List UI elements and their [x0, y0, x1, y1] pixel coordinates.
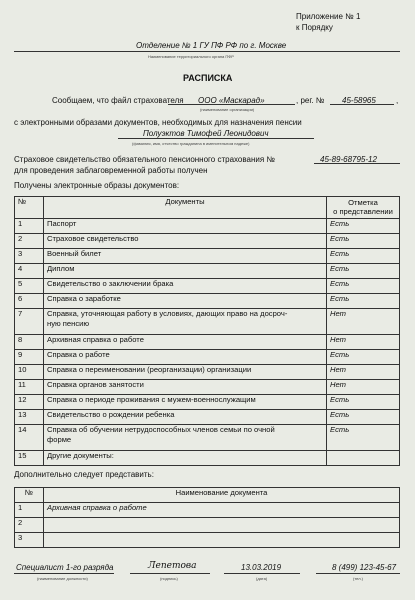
row-doc-line2: форме: [47, 435, 72, 444]
person-name: Полуэктов Тимофей Леонидович: [143, 129, 269, 138]
row-doc: Паспорт: [44, 219, 327, 234]
table-row: [15, 234, 400, 249]
received-label: Получены электронные образы документов:: [14, 181, 180, 190]
row-num: 2: [15, 234, 44, 249]
row-doc-line1: Справка об обучении нетрудоспособных членов семьи по очной: [47, 425, 275, 434]
table-row: [15, 518, 400, 533]
header-documents: Документы: [44, 197, 327, 219]
reg-label: , рег. №: [296, 96, 325, 105]
row-mark: Есть: [327, 279, 400, 294]
row-num: 8: [15, 335, 44, 350]
row-mark: Есть: [327, 234, 400, 249]
row-doc: Справка органов занятости: [44, 380, 327, 395]
row-mark: Нет: [327, 380, 400, 395]
table-row: [15, 309, 400, 335]
position-caption: (наименование должности): [37, 576, 88, 581]
row-doc: Архивная справка о работе: [44, 335, 327, 350]
row-doc-line2: ную пенсию: [47, 319, 90, 328]
row-mark: Есть: [327, 350, 400, 365]
row-num: 9: [15, 350, 44, 365]
date-caption: (дата): [256, 576, 268, 581]
intro-prefix: Сообщаем, что файл страхователя: [52, 96, 184, 105]
header-num: №: [15, 197, 44, 219]
table-row: [15, 395, 400, 410]
appendix-line1: Приложение № 1: [296, 12, 361, 21]
row-doc: Справка о периоде проживания с мужем-военнослужащим: [44, 395, 327, 410]
table-row: [15, 264, 400, 279]
row-doc: Страховое свидетельство: [44, 234, 327, 249]
row-doc: Справка о заработке: [44, 294, 327, 309]
person-underline: [118, 138, 314, 139]
row-doc: Справка о работе: [44, 350, 327, 365]
intro-comma: ,: [396, 96, 399, 105]
org-name: ООО «Маскарад»: [198, 96, 265, 105]
table-row: [15, 533, 400, 548]
phone-underline: [316, 573, 400, 574]
document-title: РАСПИСКА: [183, 73, 233, 83]
documents-table: [14, 196, 400, 466]
row-mark: Есть: [327, 395, 400, 410]
signer-position: Специалист 1-го разряда: [16, 563, 114, 572]
row-num: 3: [15, 249, 44, 264]
row-doc: [44, 425, 327, 451]
signature-date: 13.03.2019: [241, 563, 282, 572]
row-num: 14: [15, 425, 44, 451]
row-mark: [327, 451, 400, 466]
row-num: 2: [15, 518, 44, 533]
header-mark: [327, 197, 400, 219]
phone-caption: (тел.): [353, 576, 363, 581]
table-row: [15, 335, 400, 350]
row-num: 3: [15, 533, 44, 548]
documents-table-header: [15, 197, 400, 219]
certificate-text: Страховое свидетельство обязательного пенсионного страхования №: [14, 155, 276, 164]
row-num: 4: [15, 264, 44, 279]
date-underline: [224, 573, 300, 574]
row-num: 1: [15, 219, 44, 234]
row-doc: Архивная справка о работе: [44, 503, 400, 518]
table-row: [15, 279, 400, 294]
table-row: [15, 425, 400, 451]
department-name: Отделение № 1 ГУ ПФ РФ по г. Москве: [136, 41, 287, 50]
row-mark: Нет: [327, 365, 400, 380]
department-caption: Наименование территориального органа ПФР: [148, 54, 234, 59]
additional-label: Дополнительно следует представить:: [14, 470, 154, 479]
row-num: 11: [15, 380, 44, 395]
certificate-line2: для проведения заблаговременной работы получен: [14, 166, 208, 175]
row-doc: Справка о переименовании (реорганизации) организации: [44, 365, 327, 380]
row-num: 1: [15, 503, 44, 518]
pension-text: с электронными образами документов, необходимых для назначения пенсии: [14, 118, 302, 127]
row-doc: Другие документы:: [44, 451, 327, 466]
table-row: [15, 451, 400, 466]
row-num: 5: [15, 279, 44, 294]
signature-underline: [130, 573, 210, 574]
certificate-number: 45-89-68795-12: [320, 155, 377, 164]
department-underline: [14, 51, 400, 52]
header-document-name: Наименование документа: [44, 488, 400, 503]
table-row: [15, 294, 400, 309]
row-mark: Нет: [327, 335, 400, 350]
row-num: 13: [15, 410, 44, 425]
signature-name: Лепетова: [148, 561, 197, 571]
header-mark-line1: Отметка: [348, 198, 378, 207]
position-underline: [14, 573, 114, 574]
table-row: [15, 503, 400, 518]
additional-table: [14, 487, 400, 548]
header-mark-line2: о представлении: [333, 207, 393, 216]
table-row: [15, 365, 400, 380]
table-row: [15, 410, 400, 425]
row-doc: [44, 518, 400, 533]
row-mark: Есть: [327, 264, 400, 279]
row-mark: Нет: [327, 309, 400, 335]
row-mark: Есть: [327, 425, 400, 451]
row-doc: Свидетельство о заключении брака: [44, 279, 327, 294]
row-doc: Диплом: [44, 264, 327, 279]
additional-table-header: [15, 488, 400, 503]
table-row: [15, 219, 400, 234]
row-doc: Свидетельство о рождении ребенка: [44, 410, 327, 425]
row-mark: Есть: [327, 219, 400, 234]
person-caption: (фамилия, имя, отчество гражданина в именительном падеже): [132, 141, 250, 146]
row-doc-line1: Справка, уточняющая работу в условиях, дающих право на досроч-: [47, 309, 288, 318]
row-num: 10: [15, 365, 44, 380]
row-mark: Есть: [327, 294, 400, 309]
table-row: [15, 249, 400, 264]
header-num: №: [15, 488, 44, 503]
row-num: 7: [15, 309, 44, 335]
reg-number: 45-58965: [342, 96, 376, 105]
table-row: [15, 380, 400, 395]
row-doc: [44, 309, 327, 335]
row-num: 15: [15, 451, 44, 466]
row-doc: [44, 533, 400, 548]
appendix-line2: к Порядку: [296, 23, 333, 32]
row-mark: Есть: [327, 410, 400, 425]
signature-caption: (подпись): [160, 576, 178, 581]
row-doc: Военный билет: [44, 249, 327, 264]
table-row: [15, 350, 400, 365]
row-num: 12: [15, 395, 44, 410]
org-caption: (наименование организации): [200, 107, 255, 112]
row-num: 6: [15, 294, 44, 309]
signature-phone: 8 (499) 123-45-67: [332, 563, 397, 572]
row-mark: Есть: [327, 249, 400, 264]
